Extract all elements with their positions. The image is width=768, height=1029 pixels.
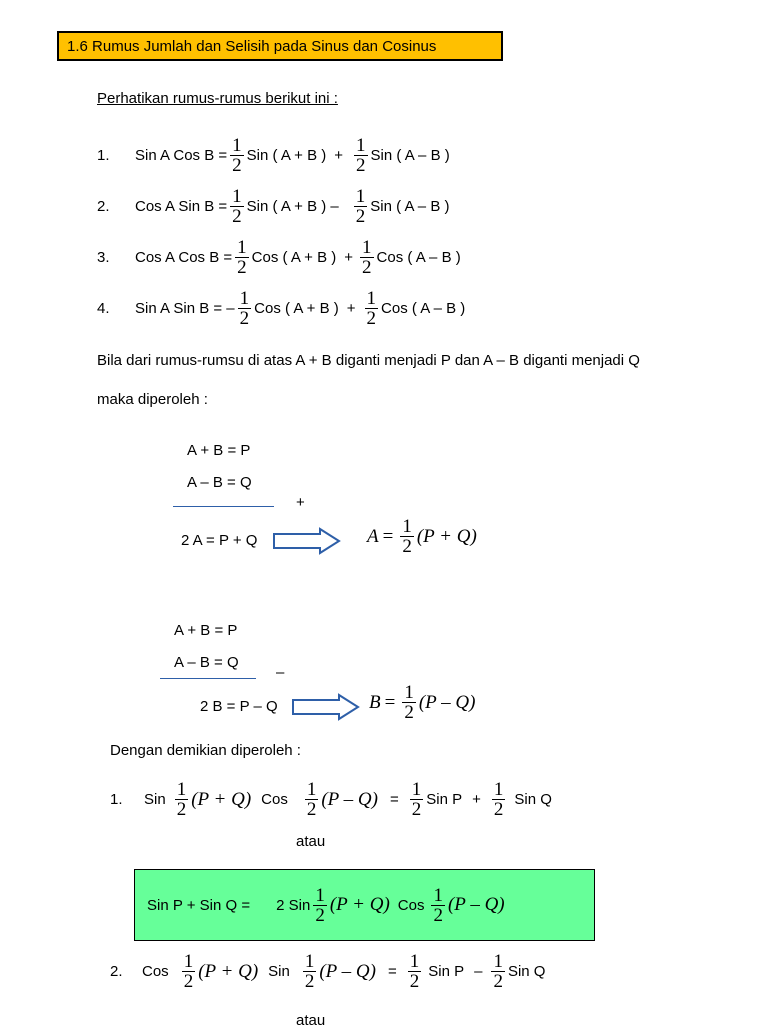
formula-2 <box>97 187 450 226</box>
result-number: 2. <box>110 963 123 980</box>
formula-1 <box>97 136 450 175</box>
deriv2-result: 2 B = P – Q <box>200 698 278 715</box>
half-fraction: $\frac{1}{2}$ <box>355 186 366 227</box>
implies-arrow-icon <box>291 693 361 721</box>
variable: B <box>369 691 381 713</box>
formula-term: Sin ( A – B ) <box>370 198 450 215</box>
result-1 <box>110 780 552 819</box>
half-fraction: $\frac{1}{2}$ <box>232 135 242 176</box>
deriv1-eq2: A – B = Q <box>187 474 252 491</box>
variable: A <box>367 525 379 547</box>
function-name: Cos <box>397 896 425 914</box>
half-fraction: $\frac{1}{2}$ <box>237 237 247 278</box>
formula-lhs: Cos A Cos B = <box>135 249 233 266</box>
parenthetical: (P + Q) <box>198 960 259 982</box>
formula-term: Cos ( A – B ) <box>376 249 461 266</box>
atau-text-2: atau <box>296 1012 326 1029</box>
parenthetical: (P – Q) <box>321 788 378 810</box>
formula-number: 2. <box>97 198 110 215</box>
formula-operator: + <box>346 300 356 317</box>
deriv1-eq1: A + B = P <box>187 442 251 459</box>
half-fraction: $\frac{1}{2}$ <box>232 186 242 227</box>
half-fraction: $\frac{1}{2}$ <box>304 951 315 992</box>
half-fraction: $\frac{1}{2}$ <box>409 951 420 992</box>
half-fraction: $\frac{1}{2}$ <box>176 779 187 820</box>
intro-text: Perhatikan rumus-rumus berikut ini : <box>97 90 338 107</box>
result-number: 1. <box>110 791 123 808</box>
equals-sign: = <box>384 691 396 713</box>
result-term: Sin Q <box>507 963 546 980</box>
parenthetical: (P + Q) <box>191 788 252 810</box>
half-fraction: $\frac{1}{2}$ <box>183 951 194 992</box>
deriv2-eq1: A + B = P <box>174 622 238 639</box>
deriv1-operator: + <box>296 494 305 511</box>
deriv2-eq2: A – B = Q <box>174 654 239 671</box>
equals-sign: = <box>389 791 399 808</box>
result-term: Sin P <box>426 791 463 808</box>
half-fraction: $\frac{1}{2}$ <box>404 682 414 723</box>
section-title <box>57 31 503 61</box>
deriv1-result: 2 A = P + Q <box>181 532 258 549</box>
parenthetical: (P + Q) <box>416 525 477 547</box>
section-title-text: 1.6 Rumus Jumlah dan Selisih pada Sinus dan Cosinus <box>67 37 437 55</box>
formula-term: Cos ( A – B ) <box>381 300 466 317</box>
formula-number: 3. <box>97 249 110 266</box>
result-operator: – <box>474 963 483 980</box>
parenthetical: (P – Q) <box>418 691 476 713</box>
function-name: Sin <box>268 963 290 980</box>
implies-arrow-icon <box>272 527 342 555</box>
deriv2-formula <box>369 683 475 722</box>
half-fraction: $\frac{1}{2}$ <box>356 135 366 176</box>
parenthetical: (P – Q) <box>319 960 376 982</box>
parenthetical: (P + Q) <box>329 894 390 915</box>
conclusion-text: Dengan demikian diperoleh : <box>110 742 301 759</box>
formula-term: Sin ( A + B ) – <box>246 198 339 215</box>
half-fraction: $\frac{1}{2}$ <box>362 237 372 278</box>
result-term: Sin P <box>428 963 465 980</box>
formula-operator: + <box>344 249 354 266</box>
deriv1-formula <box>367 517 477 556</box>
result-operator: + <box>472 791 481 808</box>
formula-3 <box>97 238 461 277</box>
result-2 <box>110 952 545 991</box>
identity-box <box>134 869 595 941</box>
half-fraction: $\frac{1}{2}$ <box>493 779 504 820</box>
equals-sign: = <box>387 963 397 980</box>
formula-term: Cos ( A + B ) <box>254 300 339 317</box>
function-name: Cos <box>261 791 288 808</box>
half-fraction: $\frac{1}{2}$ <box>493 951 503 992</box>
equals-sign: = <box>382 525 394 547</box>
half-fraction: $\frac{1}{2}$ <box>411 779 422 820</box>
function-name: Cos <box>142 963 169 980</box>
parenthetical: (P – Q) <box>447 894 505 915</box>
formula-term: Sin ( A + B ) <box>246 147 327 164</box>
formula-4 <box>97 289 465 328</box>
formula-lhs: Sin A Sin B = – <box>135 300 235 317</box>
half-fraction: $\frac{1}{2}$ <box>366 288 377 329</box>
function-name: Sin <box>144 791 166 808</box>
atau-text: atau <box>296 833 326 850</box>
formula-lhs: Cos A Sin B = <box>135 198 228 215</box>
explain-line-2: maka diperoleh : <box>97 391 208 408</box>
half-fraction: $\frac{1}{2}$ <box>239 288 250 329</box>
half-fraction: $\frac{1}{2}$ <box>402 516 412 557</box>
formula-operator: + <box>334 147 344 164</box>
identity-lhs: Sin P + Sin Q = <box>147 896 251 914</box>
deriv1-sum-line <box>173 506 274 507</box>
function-name: 2 Sin <box>276 896 311 914</box>
half-fraction: $\frac{1}{2}$ <box>315 884 325 926</box>
result-term: Sin Q <box>514 791 552 808</box>
formula-term: Cos ( A + B ) <box>251 249 337 266</box>
formula-term: Sin ( A – B ) <box>370 147 450 164</box>
deriv2-sum-line <box>160 678 256 679</box>
explain-line-1: Bila dari rumus-rumsu di atas A + B diganti menjadi P dan A – B diganti menjadi Q <box>97 352 640 369</box>
half-fraction: $\frac{1}{2}$ <box>433 884 443 926</box>
formula-lhs: Sin A Cos B = <box>135 147 228 164</box>
deriv2-operator: – <box>276 664 285 681</box>
formula-number: 4. <box>97 300 110 317</box>
formula-number: 1. <box>97 147 110 164</box>
half-fraction: $\frac{1}{2}$ <box>306 779 317 820</box>
